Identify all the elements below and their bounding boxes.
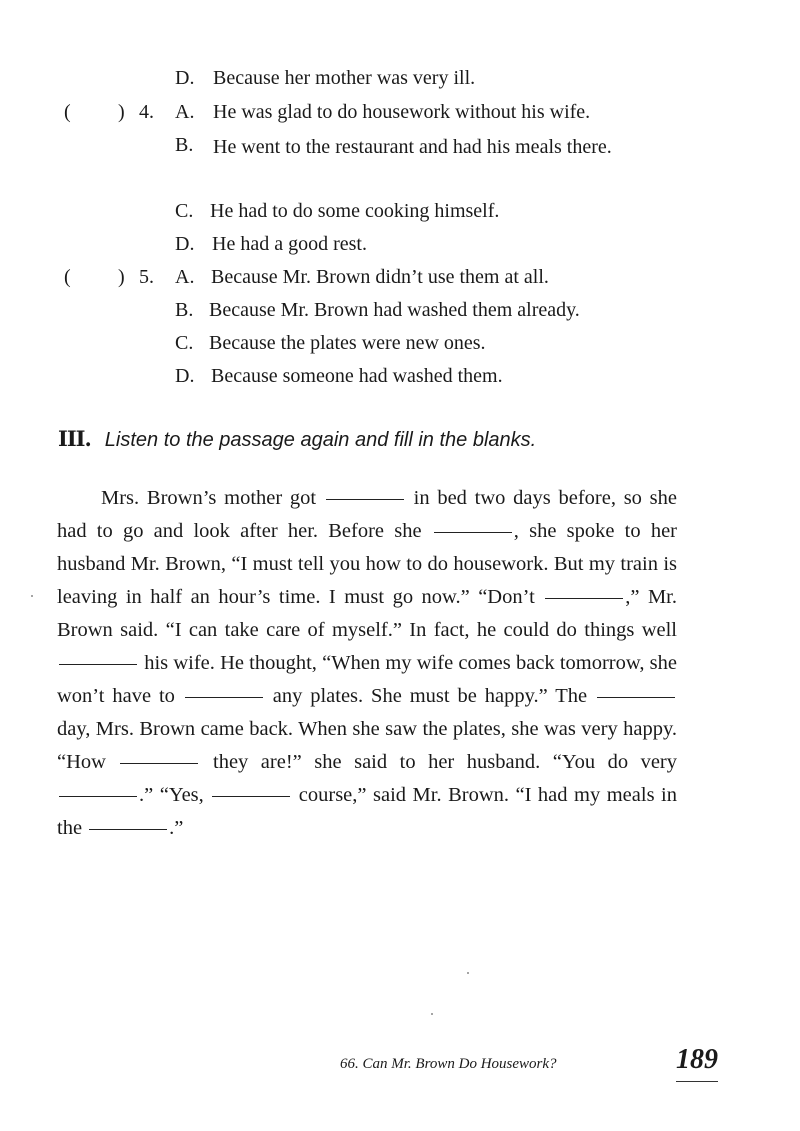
option-text: He had a good rest. (212, 233, 367, 255)
scan-speck (31, 595, 33, 597)
option-letter: B. (175, 299, 194, 321)
option-text: Because the plates were new ones. (209, 332, 486, 354)
blank-8 (59, 795, 137, 797)
page-number: 189 (676, 1044, 718, 1075)
passage-text: in bed two days before, so she had to go and look after her. Before she (57, 487, 678, 542)
answer-paren-close: ) (118, 101, 125, 123)
blank-1 (326, 498, 404, 500)
option-text: He had to do some cooking himself. (210, 200, 500, 222)
passage-text: they are!” she said to her husband. “You do very (213, 751, 678, 773)
option-letter: A. (175, 101, 195, 123)
passage-paragraph (57, 482, 677, 845)
passage-text: day, Mrs. Brown came back. When she saw the plates, she was very happy. “How (57, 718, 677, 773)
answer-paren-open: ( (64, 266, 71, 288)
answer-paren-close: ) (118, 266, 125, 288)
section-number: III. (58, 426, 91, 451)
blank-6 (597, 696, 675, 698)
passage-text: , she spoke to her husband Mr. Brown, “I must tell you how to do housework. But my train is leaving in half an hour’s time. I must go now.” “Don’t (57, 520, 678, 608)
option-letter: D. (175, 365, 195, 387)
blank-2 (434, 531, 512, 533)
passage-text: ,” Mr. Brown said. “I can take care of myself.” In fact, he could do things well (57, 586, 677, 641)
option-letter: B. (175, 134, 194, 156)
section-title: Listen to the passage again and fill in the blanks. (104, 429, 537, 451)
passage-text: his wife. He thought, “When my wife comes back tomorrow, she won’t have to (57, 652, 677, 707)
passage-text: course,” said Mr. Brown. “I had my meals in the (57, 784, 677, 839)
blank-7 (120, 762, 198, 764)
lesson-title: 66. Can Mr. Brown Do Housework? (340, 1056, 557, 1072)
option-letter: D. (175, 67, 195, 89)
page-number-rule (676, 1081, 718, 1082)
passage-text: .” “Yes, (139, 784, 204, 806)
option-text: Because her mother was very ill. (213, 67, 476, 89)
option-letter: C. (175, 200, 194, 222)
answer-paren-open: ( (64, 101, 71, 123)
option-text: He was glad to do housework without his wife. (213, 101, 591, 123)
passage-text: .” (169, 817, 184, 839)
scan-speck (467, 972, 469, 974)
blank-4 (59, 663, 137, 665)
passage-text: Mrs. Brown’s mother got (101, 487, 317, 509)
passage (57, 482, 677, 845)
scan-speck (431, 1013, 433, 1015)
option-text: Because Mr. Brown didn’t use them at all. (211, 266, 549, 288)
option-text: Because Mr. Brown had washed them already. (209, 299, 580, 321)
blank-3 (545, 597, 623, 599)
option-text: He went to the restaurant and had his meals there. (213, 136, 612, 158)
passage-text: any plates. She must be happy.” The (272, 685, 588, 707)
question-number: 5. (139, 266, 154, 288)
blank-9 (212, 795, 290, 797)
option-letter: C. (175, 332, 194, 354)
blank-10 (89, 828, 167, 830)
section-heading (58, 424, 536, 455)
option-letter: A. (175, 266, 195, 288)
option-text: Because someone had washed them. (211, 365, 503, 387)
question-number: 4. (139, 101, 154, 123)
option-letter: D. (175, 233, 195, 255)
blank-5 (185, 696, 263, 698)
